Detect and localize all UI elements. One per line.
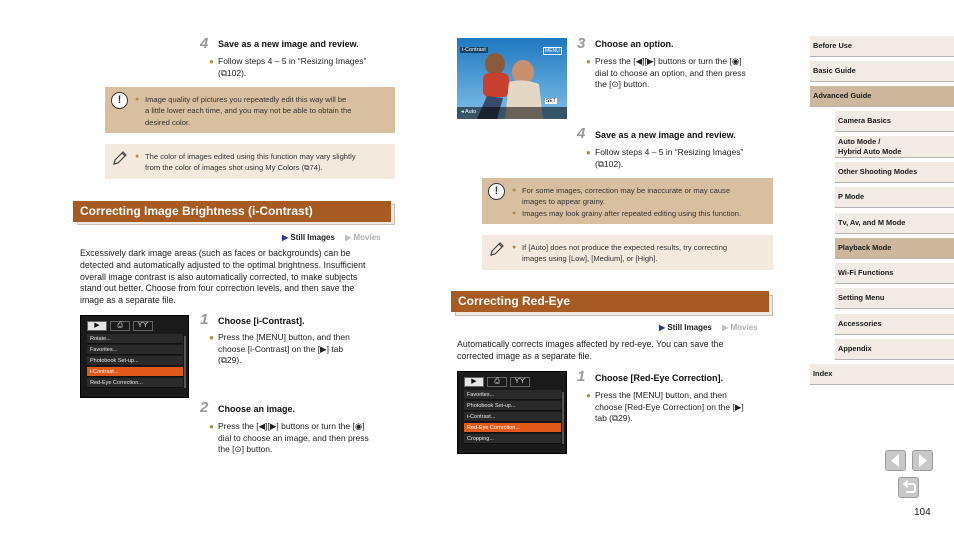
page-number: 104 — [914, 507, 931, 518]
step-title: Choose [Red-Eye Correction]. — [595, 373, 724, 383]
mode-availability — [282, 233, 381, 242]
pencil-icon — [111, 149, 129, 167]
menu-item-selected: i-Contrast... — [87, 367, 183, 377]
pencil-icon — [488, 240, 506, 258]
playback-tab-icon: ▶ — [87, 321, 107, 331]
step-title: Save as a new image and review. — [218, 39, 359, 49]
step-title: Choose [i-Contrast]. — [218, 316, 305, 326]
bullet-line: (⧉102). — [595, 158, 624, 169]
arrow-left-icon — [886, 451, 905, 470]
print-tab-icon: ⎙ — [110, 321, 130, 331]
sidebar-item-index[interactable]: Index — [810, 364, 954, 385]
sidebar-item-playback-mode[interactable]: Playback Mode — [835, 238, 954, 259]
sidebar-item-accessories[interactable]: Accessories — [835, 314, 954, 335]
step-number: 3 — [577, 35, 586, 52]
sidebar-item-tv-av-m-mode[interactable]: Tv, Av, and M Mode — [835, 213, 954, 234]
caution-note — [482, 178, 773, 224]
bullet-line: dial to choose an image, and then press — [218, 432, 369, 443]
set-badge: SET — [546, 98, 556, 104]
description-line: Automatically corrects images affected by red-eye. You can save the — [457, 339, 724, 349]
bullet-line: (⧉102). — [218, 67, 247, 78]
step-number: 1 — [577, 368, 586, 385]
note-line: Images may look grainy after repeated editing using this function. — [522, 208, 742, 218]
bullet-line: Press the [MENU] button, and then — [218, 332, 350, 342]
note-line: The color of images edited using this function may vary slightly — [145, 152, 356, 161]
menu-item: Rotate... — [87, 334, 183, 344]
auto-option-value: Auto — [465, 109, 477, 115]
bullet-line: tab (⧉29). — [595, 413, 633, 423]
prev-page-button[interactable] — [885, 450, 906, 471]
note-line: If [Auto] does not produce the expected results, try correcting — [522, 243, 728, 252]
menu-item-selected: Red-Eye Correction... — [464, 423, 561, 433]
menu-scrollbar — [562, 392, 564, 444]
description-line: image as a separate file. — [80, 295, 176, 306]
step-number: 1 — [200, 311, 209, 328]
bullet-line: Follow steps 4 – 5 in “Resizing Images” — [218, 56, 367, 66]
section-title-red-eye: Correcting Red-Eye — [451, 291, 769, 312]
next-page-button[interactable] — [912, 450, 933, 471]
caution-text: ● Image quality of pictures you repeatedly edit this way will be a little lower each time, and you may not be able to obtain the desired color. — [135, 95, 352, 127]
movies-mode-icon: ▶ — [345, 233, 352, 242]
menu-tabs — [87, 321, 153, 331]
menu-item: Red-Eye Correction... — [87, 378, 183, 388]
still-images-label: Still Images — [667, 323, 712, 332]
bullet-line: Follow steps 4 – 5 in “Resizing Images” — [595, 147, 744, 157]
sidebar-item-wifi-functions[interactable]: Wi-Fi Functions — [835, 263, 954, 284]
note-line: images to appear grainy. — [522, 197, 606, 207]
bullet-line: the [⊙] button. — [218, 444, 273, 454]
arrow-right-icon — [913, 451, 932, 470]
note-line: desired color. — [145, 117, 191, 127]
step-title: Choose an image. — [218, 404, 296, 414]
i-contrast-label: i-Contrast — [462, 47, 486, 53]
step-bullet: ● Follow steps 4 – 5 in “Resizing Images” (⧉102). — [209, 56, 367, 78]
step-number: 4 — [200, 35, 209, 52]
caution-icon: ! — [111, 92, 128, 109]
print-tab-icon: ⎙ — [487, 377, 507, 387]
sidebar-item-advanced-guide[interactable]: Advanced Guide — [810, 86, 954, 107]
sidebar-item-p-mode[interactable]: P Mode — [835, 187, 954, 208]
note-line: images using [Low], [Medium], or [High]. — [522, 254, 658, 264]
hint-note — [482, 235, 773, 270]
sidebar-item-before-use[interactable]: Before Use — [810, 36, 954, 57]
sidebar-item-other-shooting-modes[interactable]: Other Shooting Modes — [835, 162, 954, 183]
step-bullet: ● Press the [MENU] button, and then choose [Red-Eye Correction] on the [▶] tab (⧉29). — [586, 390, 744, 423]
bullet-line: choose [Red-Eye Correction] on the [▶] — [595, 401, 744, 412]
caution-note — [105, 87, 395, 133]
step-title: Save as a new image and review. — [595, 130, 736, 140]
hint-note — [105, 144, 395, 179]
movies-label: Movies — [730, 323, 758, 332]
note-line: Image quality of pictures you repeatedly edit this way will be — [145, 95, 347, 104]
mode-availability — [659, 323, 758, 332]
sidebar-item-appendix[interactable]: Appendix — [835, 339, 954, 360]
sidebar-item-setting-menu[interactable]: Setting Menu — [835, 288, 954, 309]
step-number: 2 — [200, 399, 209, 416]
bullet-line: Press the [MENU] button, and then — [595, 390, 727, 400]
i-contrast-photo-screen — [457, 38, 567, 119]
sidebar-item-auto-mode[interactable] — [835, 136, 954, 158]
return-icon — [899, 478, 918, 497]
note-line: For some images, correction may be inaccurate or may cause — [522, 186, 731, 195]
hint-text: ● The color of images edited using this function may vary slightly from the color of images shot using My Colors (⧉74). — [135, 152, 356, 173]
bullet-line: dial to choose an option, and then press — [595, 67, 746, 78]
bullet-line: the [⊙] button. — [595, 79, 650, 89]
return-button[interactable] — [898, 477, 919, 498]
menu-scrollbar — [184, 336, 186, 388]
caution-icon: ! — [488, 183, 505, 200]
auto-option-label: ◂ Auto — [461, 109, 477, 115]
menu-tabs — [464, 377, 530, 387]
note-bullet: ● Images may look grainy after repeated editing using this function. — [512, 208, 742, 218]
sidebar-item-label: Auto Mode / — [838, 137, 881, 146]
step-number: 4 — [577, 125, 586, 142]
description-line: stand out better. Choose from four correction levels, and then save the — [80, 283, 355, 294]
menu-item: Photobook Set-up... — [87, 356, 183, 366]
camera-menu-screen — [80, 315, 189, 398]
menu-item: Photobook Set-up... — [464, 401, 561, 411]
description-line: corrected image as a separate file. — [457, 350, 592, 361]
section-description — [80, 248, 400, 307]
still-images-label: Still Images — [290, 233, 335, 242]
step-title: Choose an option. — [595, 39, 674, 49]
bullet-line: (⧉29). — [218, 355, 242, 365]
playback-tab-icon: ▶ — [464, 377, 484, 387]
menu-item: i-Contrast... — [464, 412, 561, 422]
description-line: detected and automatically adjusted to the optimal brightness. Insufficient — [80, 259, 366, 270]
description-line: Excessively dark image areas (such as faces or backgrounds) can be — [80, 248, 351, 258]
movies-mode-icon: ▶ — [722, 323, 729, 332]
step-bullet: ● Press the [MENU] button, and then choose [i-Contrast] on the [▶] tab (⧉29). — [209, 332, 350, 365]
bullet-line: Press the [◀][▶] buttons or turn the [◉] — [595, 56, 742, 66]
step-bullet: ● Press the [◀][▶] buttons or turn the [◉] dial to choose an option, and then press the [⊙] button. — [586, 56, 746, 89]
step-bullet: ● Follow steps 4 – 5 in “Resizing Images” (⧉102). — [586, 147, 744, 169]
sidebar-item-basic-guide[interactable]: Basic Guide — [810, 61, 954, 82]
section-title-i-contrast: Correcting Image Brightness (i-Contrast) — [73, 201, 391, 222]
menu-badge: MENU — [545, 48, 560, 54]
section-description — [457, 339, 777, 363]
note-line: a little lower each time, and you may not be able to obtain the — [145, 106, 352, 116]
menu-item: Cropping... — [464, 434, 561, 444]
description-line: overall image contrast is also automatically corrected, to make subjects — [80, 271, 358, 282]
camera-menu-screen — [457, 371, 567, 454]
menu-item: Favorites... — [87, 345, 183, 355]
settings-tab-icon: ϒϒ — [510, 377, 530, 387]
bullet-line: Press the [◀][▶] buttons or turn the [◉] — [218, 421, 365, 431]
sidebar-item-label: Hybrid Auto Mode — [838, 147, 902, 156]
caution-text: ● For some images, correction may be inaccurate or may cause images to appear grainy. ● Images may look grainy after repeated editing using this function. — [512, 186, 742, 218]
sidebar-item-camera-basics[interactable]: Camera Basics — [835, 111, 954, 132]
movies-label: Movies — [353, 233, 381, 242]
menu-item: Favorites... — [464, 390, 561, 400]
hint-text: ● If [Auto] does not produce the expected results, try correcting images using [Low], [Medium], or [High]. — [512, 243, 728, 264]
still-mode-icon: ▶ — [282, 233, 289, 242]
still-mode-icon: ▶ — [659, 323, 666, 332]
settings-tab-icon: ϒϒ — [133, 321, 153, 331]
step-bullet: ● Press the [◀][▶] buttons or turn the [◉] dial to choose an image, and then press the [⊙] button. — [209, 421, 369, 454]
bullet-line: choose [i-Contrast] on the [▶] tab — [218, 343, 344, 354]
note-line: from the color of images shot using My Colors (⧉74). — [145, 163, 323, 173]
